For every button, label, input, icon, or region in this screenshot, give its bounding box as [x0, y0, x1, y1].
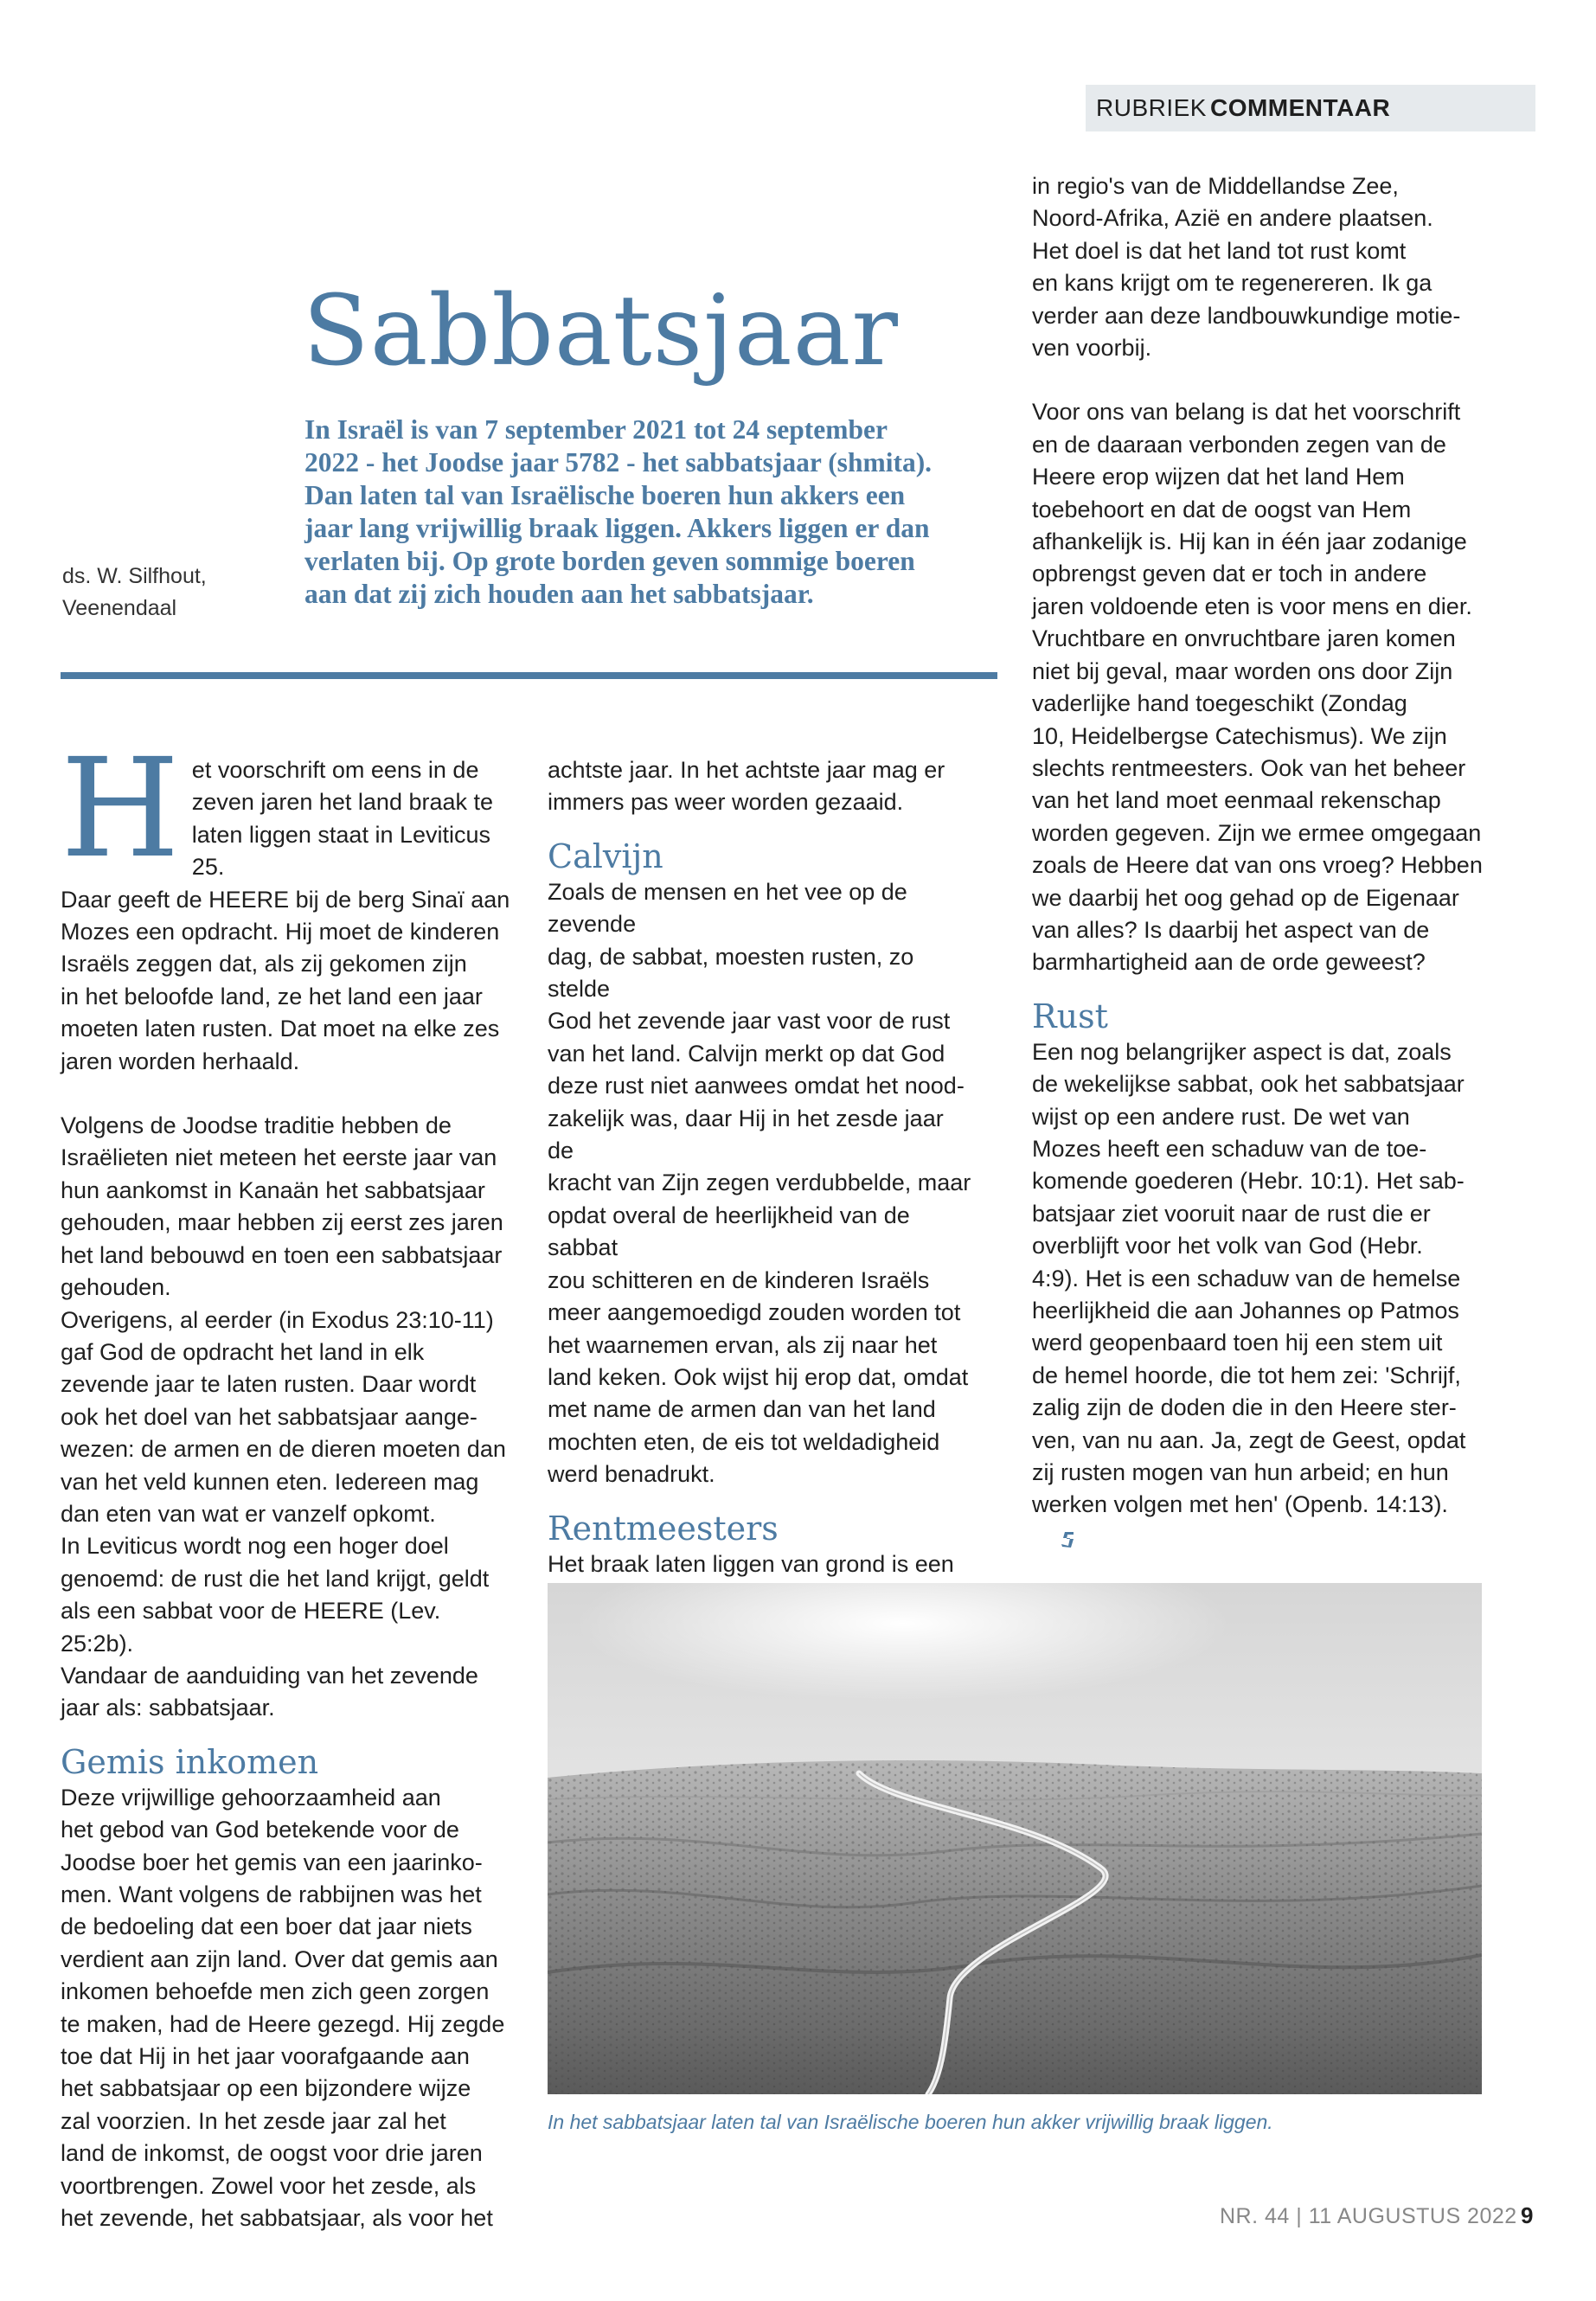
text-line: Een nog belangrijker aspect is dat, zoals: [1032, 1038, 1452, 1065]
text-line: gehouden, maar hebben zij eerst zes jaren: [61, 1209, 503, 1236]
text-line: we daarbij het oog gehad op de Eigenaar: [1032, 884, 1459, 911]
text-line: jaar als: sabbatsjaar.: [61, 1695, 275, 1721]
text-line: voortbrengen. Zowel voor het zesde, als: [61, 2172, 477, 2199]
text-line: als een sabbat voor de HEERE (Lev. 25:2b).: [61, 1598, 441, 1657]
text-line: zevende jaar te laten rusten. Daar wordt: [61, 1371, 477, 1398]
text-line: Vruchtbare en onvruchtbare jaren komen: [1032, 625, 1456, 652]
paragraph-2: [61, 1110, 519, 1725]
text-line: te maken, had de Heere gezegd. Hij zegde: [61, 2010, 505, 2037]
text-line: opdat overal de heerlijkheid van de sabbat: [548, 1202, 910, 1261]
text-line: wezen: de armen en de dieren moeten dan: [61, 1436, 506, 1463]
subheading-gemis-inkomen: Gemis inkomen: [61, 1742, 319, 1781]
text-line: het zevende, het sabbatsjaar, als voor het: [61, 2205, 493, 2232]
paragraph-rust: [1032, 1036, 1490, 1554]
text-line: Overigens, al eerder (in Exodus 23:10-11): [61, 1306, 494, 1333]
text-line: afhankelijk is. Hij kan in één jaar zodanige: [1032, 529, 1467, 555]
lead-line: aan dat zij zich houden aan het sabbatsjaar.: [304, 579, 814, 609]
text-line: overblijft voor het volk van God (Hebr.: [1032, 1233, 1423, 1259]
text-line: kracht van Zijn zegen verdubbelde, maar: [548, 1170, 971, 1196]
lead-line: verlaten bij. Op grote borden geven sommige boeren: [304, 546, 915, 576]
text-line: mochten eten, de eis tot weldadigheid: [548, 1428, 940, 1455]
text-line: komende goederen (Hebr. 10:1). Het sab-: [1032, 1168, 1465, 1195]
rubric-label: RUBRIEK: [1096, 94, 1207, 121]
text-line: vaderlijke hand toegeschikt (Zondag: [1032, 690, 1407, 717]
text-line: van alles? Is daarbij het aspect van de: [1032, 916, 1430, 943]
end-mark-icon: [1060, 1529, 1079, 1548]
paragraph-calvijn: [548, 876, 976, 1491]
text-line: Heere erop wijzen dat het land Hem: [1032, 464, 1405, 490]
text-line: ven voorbij.: [1032, 335, 1152, 362]
text-line: jaren worden herhaald.: [61, 1048, 300, 1074]
text-line: Mozes heeft een schaduw van de toe-: [1032, 1135, 1427, 1162]
rubric-name: COMMENTAAR: [1209, 94, 1391, 121]
article-title: Sabbatsjaar: [303, 275, 899, 388]
text-line: opbrengst geven dat er toch in andere: [1032, 561, 1427, 587]
text-line: van het land moet eenmaal rekenschap: [1032, 787, 1441, 814]
text-line: met name de armen dan van het land: [548, 1396, 936, 1423]
text-line: men. Want volgens de rabbijnen was het: [61, 1881, 482, 1907]
subheading-rust: Rust: [1032, 997, 1108, 1035]
text-line: niet bij geval, maar worden ons door Zijn: [1032, 657, 1453, 684]
text-line: In Leviticus wordt nog een hoger doel: [61, 1533, 449, 1560]
text-line: Deze vrijwillige gehoorzaamheid aan: [61, 1784, 441, 1811]
lead-line: jaar lang vrijwillig braak liggen. Akkers liggen er dan: [304, 513, 930, 543]
text-line-last: [1032, 1489, 1490, 1554]
lead-line: Dan laten tal van Israëlische boeren hun akkers een: [304, 480, 906, 510]
title-divider: [61, 672, 997, 679]
issue-info: NR. 44 | 11 AUGUSTUS 2022: [1220, 2204, 1517, 2228]
paragraph-3: [61, 1782, 519, 2235]
text-line: Israëls zeggen dat, als zij gekomen zijn: [61, 951, 467, 977]
photo-caption: In het sabbatsjaar laten tal van Israëlische boeren hun akker vrijwillig braak liggen.: [548, 2111, 1273, 2133]
text-line: deze rust niet aanwees omdat het nood-: [548, 1073, 965, 1099]
text-line: 10, Heidelbergse Catechismus). We zijn: [1032, 722, 1447, 749]
text-line: het land bebouwd en toen een sabbatsjaar: [61, 1241, 503, 1268]
text-line: dan eten van wat er vanzelf opkomt.: [61, 1500, 436, 1527]
article-column-1: [61, 729, 519, 2234]
text-line: 4:9). Het is een schaduw van de hemelse: [1032, 1265, 1461, 1292]
text-line: ook het doel van het sabbatsjaar aange-: [61, 1403, 478, 1430]
text-line: in regio's van de Middellandse Zee,: [1032, 173, 1399, 199]
text-line: wijst op een andere rust. De wet van: [1032, 1103, 1410, 1130]
lead-line: 2022 - het Joodse jaar 5782 - het sabbatsjaar (shmita).: [304, 447, 933, 478]
article-lead: [304, 413, 1014, 611]
text-line: zakelijk was, daar Hij in het zesde jaar de: [548, 1105, 944, 1164]
text-line: Het braak laten liggen van grond is een: [548, 1550, 954, 1577]
text-line: het gebod van God betekende voor de: [61, 1817, 459, 1843]
text-line: Vandaar de aanduiding van het zevende: [61, 1662, 478, 1689]
paragraph-continued: [548, 754, 976, 819]
text-line: en kans krijgt om te regenereren. Ik ga: [1032, 270, 1433, 297]
text-line: Volgens de Joodse traditie hebben de: [61, 1112, 452, 1139]
landscape-illustration: [548, 1583, 1482, 2094]
text-line: et voorschrift om eens in de: [191, 757, 479, 783]
text-line: heerlijkheid die aan Johannes op Patmos: [1032, 1298, 1459, 1324]
text-line: hun aankomst in Kanaän het sabbatsjaar: [61, 1176, 485, 1203]
text-line: gehouden.: [61, 1274, 171, 1301]
landscape-photo: [548, 1583, 1482, 2094]
text-line: Joodse boer het gemis van een jaarinko-: [61, 1849, 483, 1875]
paragraph-belang: [1032, 396, 1490, 978]
text-line: moeten laten rusten. Dat moet na elke zes: [61, 1016, 500, 1042]
author-name: ds. W. Silfhout,: [62, 564, 207, 588]
text-line: dag, de sabbat, moesten rusten, zo stelde: [548, 943, 914, 1003]
text-line: Israëlieten niet meteen het eerste jaar van: [61, 1144, 497, 1171]
text-line: barmhartigheid aan de orde geweest?: [1032, 949, 1426, 976]
text-line: Noord-Afrika, Azië en andere plaatsen.: [1032, 205, 1433, 232]
page-number: 9: [1521, 2202, 1534, 2228]
text-line: van het land. Calvijn merkt op dat God: [548, 1040, 945, 1067]
text-line: zoals de Heere dat van ons vroeg? Hebben: [1032, 852, 1483, 879]
paragraph-continued: [1032, 170, 1490, 364]
text-line: zij rusten mogen van hun arbeid; en hun: [1032, 1459, 1449, 1486]
text-line: inkomen behoefde men zich geen zorgen: [61, 1978, 490, 2005]
text-line: worden gegeven. Zijn we ermee omgegaan: [1032, 819, 1482, 846]
text-line: achtste jaar. In het achtste jaar mag er: [548, 757, 945, 783]
author-byline: [62, 561, 270, 625]
text-line: van het veld kunnen eten. Iedereen mag: [61, 1468, 479, 1495]
text-line: het sabbatsjaar op een bijzondere wijze: [61, 2075, 471, 2102]
text-line: genoemd: de rust die het land krijgt, geldt: [61, 1565, 490, 1592]
rubric-header: [1086, 85, 1535, 131]
text-line: Het doel is dat het land tot rust komt: [1032, 237, 1407, 264]
text-line: zal voorzien. In het zesde jaar zal het: [61, 2107, 446, 2134]
article-column-2: [548, 754, 976, 1645]
text-line: werd geopenbaard toen hij een stem uit: [1032, 1330, 1443, 1356]
text-line: ven, van nu aan. Ja, zegt de Geest, opdat: [1032, 1426, 1466, 1453]
subheading-rentmeesters: Rentmeesters: [548, 1509, 779, 1548]
text-line: slechts rentmeesters. Ook van het beheer: [1032, 754, 1466, 781]
author-place: Veenendaal: [62, 596, 177, 620]
text-line: zeven jaren het land braak te: [191, 789, 494, 816]
text-line: Voor ons van belang is dat het voorschrift: [1032, 399, 1461, 426]
text-line: Mozes een opdracht. Hij moet de kinderen: [61, 919, 500, 945]
text-line: verdient aan zijn land. Over dat gemis aan: [61, 1945, 498, 1972]
text-line: zou schitteren en de kinderen Israëls: [548, 1266, 930, 1293]
text-line: Daar geeft de HEERE bij de berg Sinaï aan: [61, 886, 510, 913]
text-line: toe dat Hij in het jaar voorafgaande aan: [61, 2043, 470, 2070]
text-line: jaren voldoende eten is voor mens en dier.: [1032, 593, 1472, 619]
text-line: immers pas weer worden gezaaid.: [548, 789, 904, 816]
text-line: God het zevende jaar vast voor de rust: [548, 1008, 951, 1035]
article-column-3: [1032, 170, 1490, 1554]
text-line: werd benadrukt.: [548, 1461, 715, 1488]
text-line: toebehoort en dat de oogst van Hem: [1032, 496, 1412, 522]
text-line: de hemel hoorde, die tot hem zei: 'Schrijf,: [1032, 1362, 1461, 1388]
text-line: gaf God de opdracht het land in elk: [61, 1338, 425, 1365]
text-line: werken volgen met hen' (Openb. 14:13).: [1032, 1491, 1448, 1518]
text-line: de bedoeling dat een boer dat jaar niets: [61, 1913, 472, 1940]
text-line: het waarnemen ervan, als zij naar het: [548, 1331, 938, 1358]
text-line: meer aangemoedigd zouden worden tot: [548, 1299, 961, 1326]
lead-line: In Israël is van 7 september 2021 tot 24 september: [304, 414, 888, 445]
text-line: land keken. Ook wijst hij erop dat, omdat: [548, 1363, 969, 1390]
subheading-calvijn: Calvijn: [548, 836, 663, 875]
drop-cap: H: [61, 729, 180, 888]
text-line: in het beloofde land, ze het land een jaar: [61, 983, 483, 1009]
text-line: batsjaar ziet vooruit naar de rust die er: [1032, 1200, 1431, 1227]
text-line: Zoals de mensen en het vee op de zevende: [548, 878, 907, 938]
text-line: en de daaraan verbonden zegen van de: [1032, 431, 1446, 458]
text-line: laten liggen staat in Leviticus 25.: [191, 821, 491, 881]
text-line: land de inkomst, de oogst voor drie jaren: [61, 2140, 483, 2167]
text-line: verder aan deze landbouwkundige motie-: [1032, 302, 1461, 329]
text-line: zalig zijn de doden die in den Heere ster-: [1032, 1394, 1457, 1421]
text-line: de wekelijkse sabbat, ook het sabbatsjaar: [1032, 1071, 1465, 1098]
